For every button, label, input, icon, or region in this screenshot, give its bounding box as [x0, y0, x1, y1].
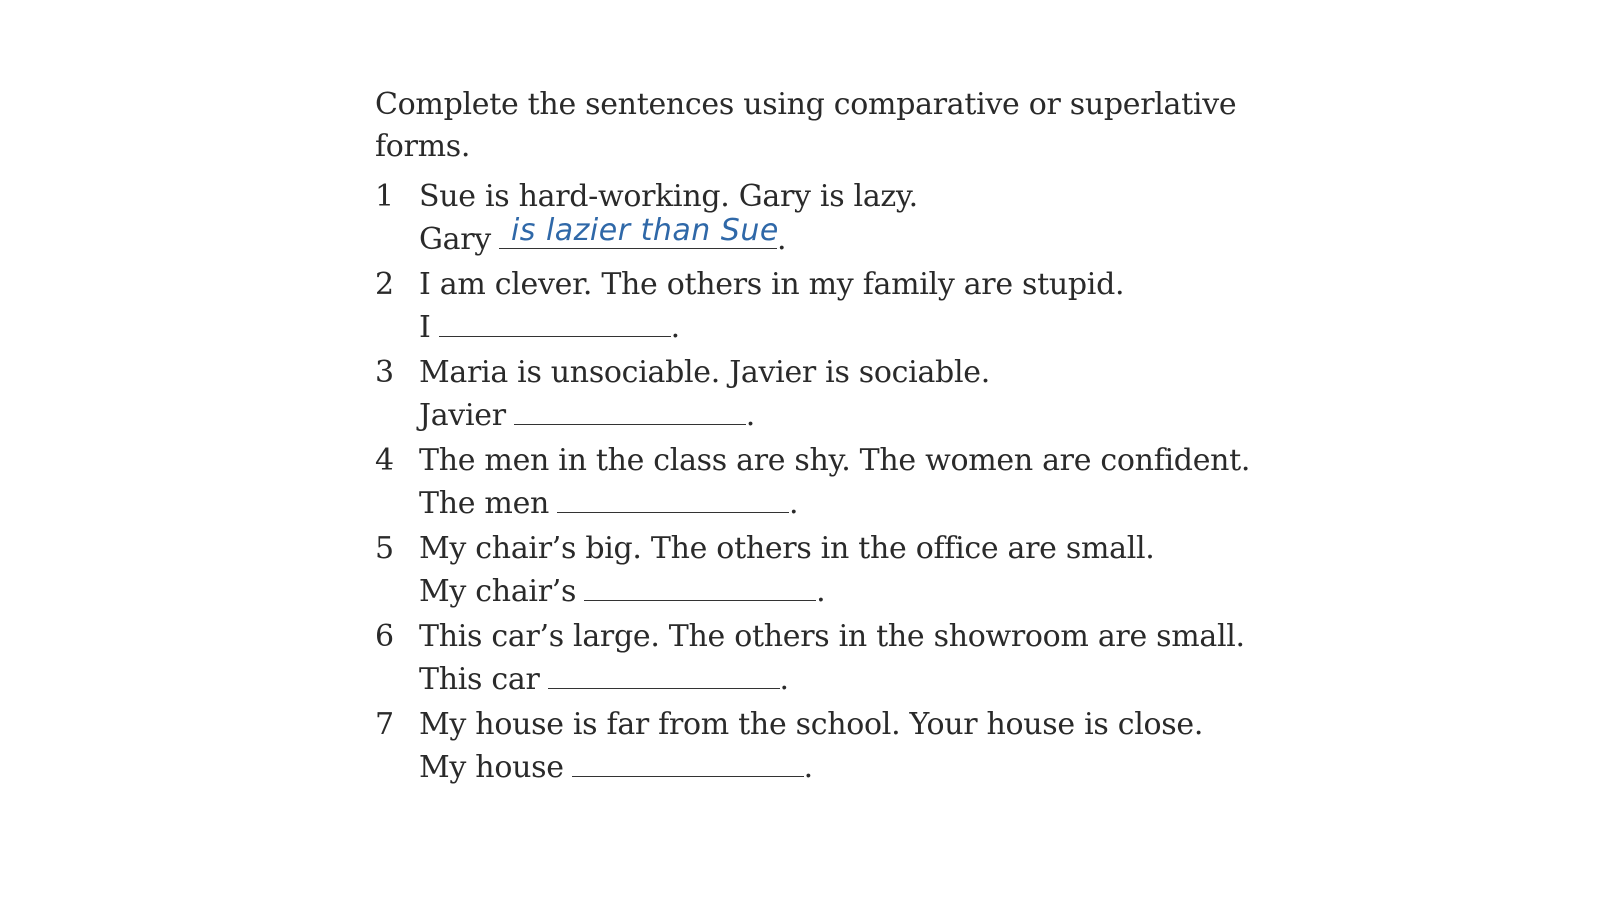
item-answer-line: [419, 746, 1255, 789]
answer-blank[interactable]: [572, 746, 804, 777]
item-answer-line: [419, 658, 1255, 701]
item-sentence: My house is far from the school. Your house is close.: [419, 707, 1204, 742]
sentence-end: .: [670, 310, 680, 345]
instructions: Complete the sentences using comparative or superlative forms.: [375, 87, 1237, 164]
answer-blank[interactable]: [557, 482, 789, 513]
item-sentence: My chair’s big. The others in the office are small.: [419, 531, 1155, 566]
item-number: 4: [375, 443, 394, 478]
item-prompt: The men: [419, 486, 550, 521]
item-number: 3: [375, 355, 394, 390]
item-sentence: The men in the class are shy. The women are confident.: [419, 443, 1251, 478]
answer-blank[interactable]: [439, 306, 671, 337]
item-number: 2: [375, 267, 394, 302]
item-number: 5: [375, 531, 394, 566]
exercise-item-6: [375, 616, 1255, 701]
item-number: 7: [375, 707, 394, 742]
item-answer-line: [419, 482, 1255, 525]
item-prompt: I: [419, 310, 431, 345]
item-prompt: Gary: [419, 222, 491, 257]
item-answer-line: [419, 306, 1255, 349]
exercise-item-5: [375, 528, 1255, 613]
item-sentence: Sue is hard-working. Gary is lazy.: [419, 179, 918, 214]
item-number: 6: [375, 619, 394, 654]
exercise-item-7: [375, 704, 1255, 789]
answer-blank[interactable]: [548, 658, 780, 689]
exercise-item-2: [375, 264, 1255, 349]
sentence-end: .: [803, 750, 813, 785]
item-answer-line: [419, 394, 1255, 437]
sentence-end: .: [776, 222, 787, 257]
item-sentence: I am clever. The others in my family are stupid.: [419, 267, 1125, 302]
item-prompt: My house: [419, 750, 564, 785]
item-number: 1: [375, 179, 394, 214]
sentence-end: .: [779, 662, 789, 697]
item-answer-line: [419, 570, 1255, 613]
sentence-end: .: [816, 574, 826, 609]
item-prompt: My chair’s: [419, 574, 577, 609]
exercise-item-1: [375, 176, 1255, 261]
item-sentence: Maria is unsociable. Javier is sociable.: [419, 355, 990, 390]
item-sentence: This car’s large. The others in the showroom are small.: [419, 619, 1245, 654]
sentence-end: .: [789, 486, 799, 521]
handwritten-answer: is lazier than Sue: [510, 213, 779, 248]
sentence-end: .: [745, 398, 755, 433]
item-prompt: This car: [419, 662, 540, 697]
answer-blank[interactable]: [499, 213, 779, 249]
exercise-item-4: [375, 440, 1255, 525]
item-prompt: Javier: [419, 398, 506, 433]
exercise-item-3: [375, 352, 1255, 437]
exercise: [375, 84, 1255, 792]
answer-blank[interactable]: [514, 394, 746, 425]
answer-blank[interactable]: [584, 570, 816, 601]
item-answer-line: [419, 213, 1255, 261]
